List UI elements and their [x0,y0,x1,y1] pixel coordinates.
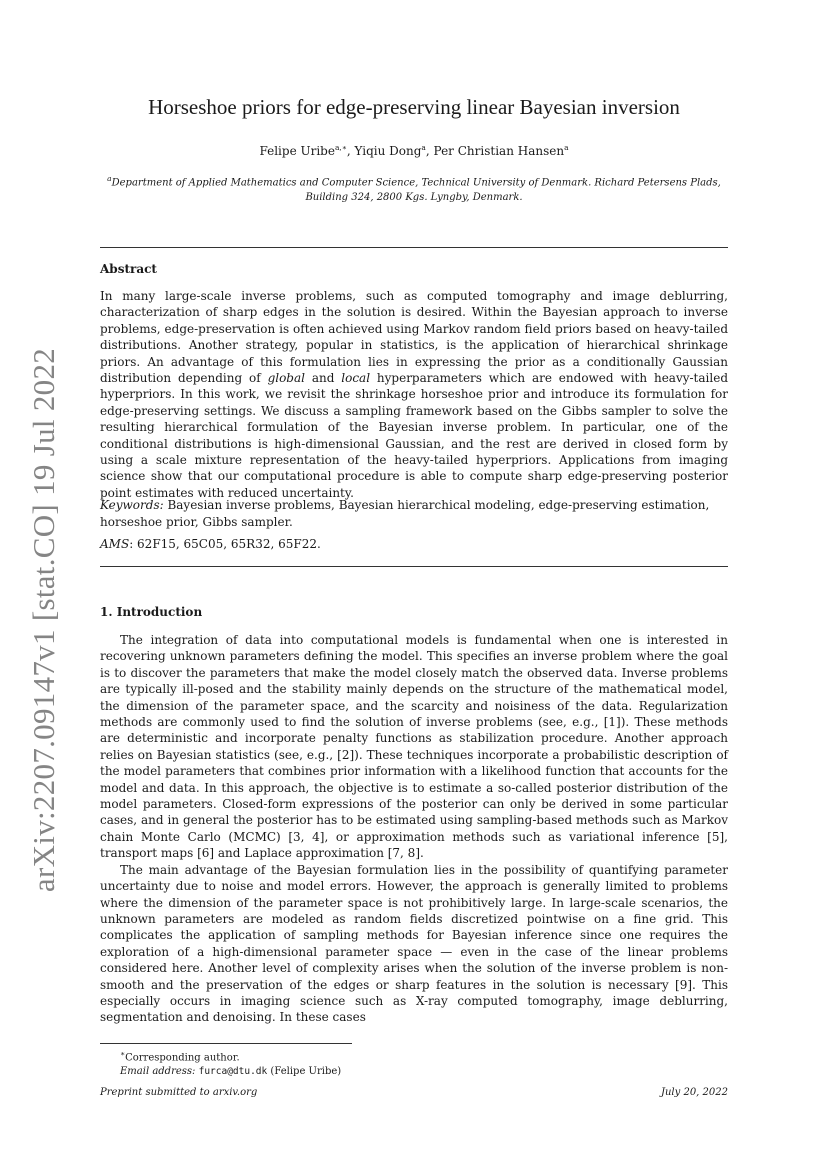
abstract-part: hyperparameters which are endowed with heavy-tailed hyperpriors. In this work, we revisit the shrinkage horseshoe prior and introduce its formulation for edge-preserving settings. We discuss a sampling framework based on the Gibbs sampler to solve the resulting hierarchical formulation of the Bayesian inverse problem. In particular, one of the conditional distributions is high-dimensional Gaussian, and the rest are derived in closed form by using a scale mixture representation of the heavy-tailed hyperpriors. Applications from imaging science show that our computational procedure is able to compute sharp edge-preserving posterior point estimates with reduced uncertainty. [100,371,728,500]
section-heading: 1. Introduction [100,605,203,619]
affiliation [100,172,728,205]
author-separator: , [425,144,434,158]
ams-text: : 62F15, 65C05, 65R32, 65F22. [129,537,321,551]
paper-title: Horseshoe priors for edge-preserving linear Bayesian inversion [148,95,680,119]
author-name: Per Christian Hansen [433,144,565,158]
paragraph: The main advantage of the Bayesian formulation lies in the possibility of quantifying parameter uncertainty due to noise and model errors. However, the approach is generally limited to problems where the dimension of the parameter space is not prohibitively large. In large-scale scenarios, the unknown parameters are modeled as random fields discretized pointwise on a fine grid. This complicates the application of sampling methods for Bayesian inference since one requires the exploration of a high-dimensional parameter space — even in the case of the linear problems considered here. Another level of complexity arises when the solution of the inverse problem is non-smooth and the preservation of the edges or sharp features in the solution is necessary [9]. This especially occurs in imaging science such as X-ray computed tomography, image deblurring, segmentation and denoising. In these cases [100,862,728,1025]
corresponding-author-note: Corresponding author. [125,1052,240,1064]
affiliation-line: Department of Applied Mathematics and Computer Science, Technical University of Denmark. Richard Petersens Plads, [111,177,721,189]
abstract-text [100,288,728,501]
preprint-date: July 20, 2022 [660,1087,728,1098]
footnote [100,1047,341,1079]
footnote-rule [100,1043,352,1044]
author-superscript: a,∗ [334,143,347,152]
bottom-rule [100,566,728,567]
abstract-part: In many large-scale inverse problems, such as computed tomography and image deblurring, characterization of sharp edges in the solution is desired. Within the Bayesian approach to inverse problems, edge-preservation is often achieved using Markov random field priors based on heavy-tailed distributions. Another strategy, popular in statistics, is the application of hierarchical shrinkage priors. An advantage of this formulation lies in expressing the prior as a conditionally Gaussian distribution depending of [100,289,728,386]
preprint-note: Preprint submitted to arxiv.org [100,1087,258,1098]
ams-label: AMS [100,537,130,551]
paragraph: The integration of data into computational models is fundamental when one is interested in recovering unknown parameters defining the model. This specifies an inverse problem where the goal is to discover the parameters that make the model closely match the observed data. Inverse problems are typically ill-posed and the stability mainly depends on the structure of the mathematical model, the dimension of the parameter space, and the scarcity and noisiness of the data. Regularization methods are commonly used to find the solution of inverse problems (see, e.g., [1]). These methods are deterministic and incorporate penalty functions as stabilization procedure. Another approach relies on Bayesian statistics (see, e.g., [2]). These techniques incorporate a probabilistic description of the model parameters that combines prior information with a likelihood function that accounts for the model and data. In this approach, the objective is to estimate a so-called posterior distribution of the model parameters. Closed-form expressions of the posterior can only be derived in some particular cases, and in general the posterior has to be estimated using sampling-based methods such as Markov chain Monte Carlo (MCMC) [3, 4], or approximation methods such as variational inference [5], transport maps [6] and Laplace approximation [7, 8]. [100,633,728,861]
keywords-label: Keywords: [100,498,164,512]
footnote-marker: ∗ [120,1049,126,1058]
email-label: Email address: [120,1066,196,1078]
affiliation-line: Building 324, 2800 Kgs. Lyngby, Denmark. [305,191,523,203]
email-link[interactable]: furca@dtu.dk [198,1066,268,1078]
keywords-text: Bayesian inverse problems, Bayesian hierarchical modeling, edge-preserving estimation, horseshoe prior, Gibbs sampler. [100,498,710,529]
author-name: Felipe Uribe [259,144,335,158]
author-list [100,143,728,158]
keywords [100,497,728,531]
email-owner: (Felipe Uribe) [267,1066,342,1078]
arxiv-identifier: arXiv:2207.09147v1 [stat.CO] 19 Jul 2022 [26,347,61,893]
author-superscript: a [564,143,569,152]
author-name: Yiqiu Dong [354,144,422,158]
ams-codes [100,537,728,551]
abstract-part: and [304,371,342,386]
author-separator: , [346,144,355,158]
abstract-emphasis: local [341,371,371,386]
affiliation-superscript: a [107,174,112,183]
introduction-body [100,632,728,1026]
top-rule [100,247,728,248]
author-superscript: a [421,143,426,152]
abstract-heading: Abstract [100,262,157,276]
abstract-emphasis: global [267,371,305,386]
